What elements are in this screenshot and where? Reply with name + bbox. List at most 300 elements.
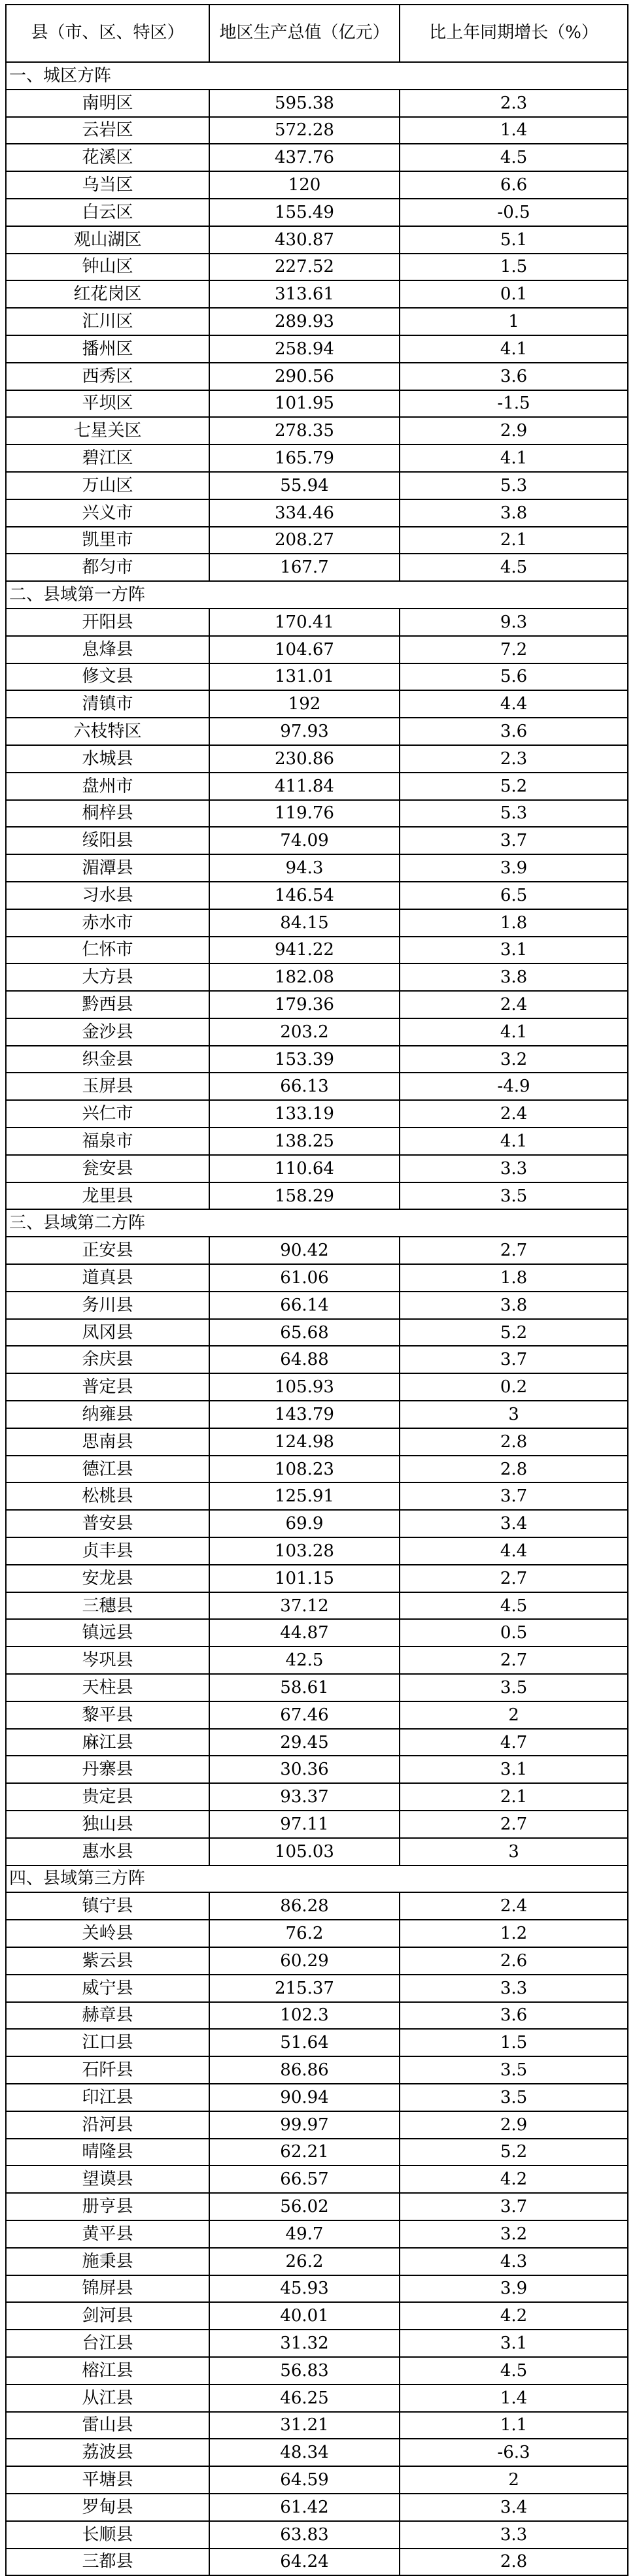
growth-value: 3.3 — [400, 2521, 628, 2549]
gdp-value: 411.84 — [209, 773, 400, 800]
growth-value: 1.8 — [400, 1264, 628, 1292]
table-row — [6, 1811, 628, 1838]
growth-value: -1.5 — [400, 390, 628, 418]
growth-value: 2.1 — [400, 527, 628, 554]
gdp-value: 430.87 — [209, 226, 400, 254]
gdp-value: 58.61 — [209, 1674, 400, 1701]
county-name: 福泉市 — [6, 1128, 209, 1155]
gdp-value: 101.15 — [209, 1565, 400, 1592]
growth-value: 3.7 — [400, 827, 628, 854]
growth-value: 1.2 — [400, 1920, 628, 1947]
table-row — [6, 1482, 628, 1510]
table-row — [6, 2302, 628, 2330]
county-name: 丹寨县 — [6, 1756, 209, 1783]
gdp-value: 74.09 — [209, 827, 400, 854]
growth-value: 3.7 — [400, 1346, 628, 1373]
county-name: 沿河县 — [6, 2111, 209, 2139]
growth-value: 6.5 — [400, 882, 628, 909]
gdp-value: 97.11 — [209, 1811, 400, 1838]
table-row — [6, 2521, 628, 2549]
growth-value: 3.6 — [400, 718, 628, 745]
county-name: 黔西县 — [6, 991, 209, 1018]
growth-value: 0.1 — [400, 280, 628, 308]
gdp-value: 119.76 — [209, 800, 400, 828]
gdp-value: 94.3 — [209, 854, 400, 882]
growth-value: 4.5 — [400, 144, 628, 171]
growth-value: 2.7 — [400, 1647, 628, 1674]
growth-value: 1.8 — [400, 909, 628, 937]
gdp-value: 167.7 — [209, 554, 400, 581]
county-name: 关岭县 — [6, 1920, 209, 1947]
county-name: 望谟县 — [6, 2166, 209, 2193]
gdp-value: 56.02 — [209, 2193, 400, 2220]
county-name: 金沙县 — [6, 1018, 209, 1046]
growth-value: 0.2 — [400, 1373, 628, 1401]
gdp-value: 110.64 — [209, 1155, 400, 1182]
gdp-value: 120 — [209, 171, 400, 199]
gdp-value: 105.93 — [209, 1373, 400, 1401]
gdp-value: 45.93 — [209, 2275, 400, 2303]
growth-value: 4.4 — [400, 1537, 628, 1565]
table-row — [6, 2549, 628, 2576]
table-row — [6, 745, 628, 773]
growth-value: 2.8 — [400, 1428, 628, 1456]
growth-value: 3.3 — [400, 1155, 628, 1182]
table-row — [6, 1264, 628, 1292]
table-row — [6, 2002, 628, 2030]
table-row — [6, 2111, 628, 2139]
table-row — [6, 90, 628, 117]
gdp-value: 101.95 — [209, 390, 400, 418]
county-name: 台江县 — [6, 2330, 209, 2357]
growth-value: 3.5 — [400, 1182, 628, 1210]
table-row — [6, 609, 628, 636]
county-name: 六枝特区 — [6, 718, 209, 745]
county-name: 黄平县 — [6, 2220, 209, 2248]
growth-value: 4.1 — [400, 1128, 628, 1155]
growth-value: 4.3 — [400, 2248, 628, 2275]
table-row — [6, 1428, 628, 1456]
gdp-value: 66.13 — [209, 1073, 400, 1100]
growth-value: 4.2 — [400, 2302, 628, 2330]
county-name: 水城县 — [6, 745, 209, 773]
gdp-value: 103.28 — [209, 1537, 400, 1565]
gdp-value: 61.42 — [209, 2494, 400, 2521]
gdp-value: 215.37 — [209, 1975, 400, 2002]
county-name: 施秉县 — [6, 2248, 209, 2275]
table-row — [6, 1456, 628, 1483]
table-row — [6, 2084, 628, 2111]
gdp-value: 99.97 — [209, 2111, 400, 2139]
table-row — [6, 854, 628, 882]
section-title: 一、城区方阵 — [6, 62, 628, 90]
table-row — [6, 2384, 628, 2412]
growth-value: 4.1 — [400, 1018, 628, 1046]
gdp-table — [5, 4, 628, 2576]
table-row — [6, 1947, 628, 1975]
county-name: 安龙县 — [6, 1565, 209, 1592]
county-name: 凤冈县 — [6, 1319, 209, 1347]
gdp-value: 84.15 — [209, 909, 400, 937]
table-row — [6, 636, 628, 663]
county-name: 玉屏县 — [6, 1073, 209, 1100]
table-row — [6, 1100, 628, 1128]
table-row — [6, 363, 628, 390]
county-name: 松桃县 — [6, 1482, 209, 1510]
table-row — [6, 472, 628, 499]
county-name: 独山县 — [6, 1811, 209, 1838]
county-name: 绥阳县 — [6, 827, 209, 854]
table-row — [6, 718, 628, 745]
gdp-value: 49.7 — [209, 2220, 400, 2248]
gdp-value: 258.94 — [209, 335, 400, 363]
gdp-value: 69.9 — [209, 1510, 400, 1537]
county-name: 从江县 — [6, 2384, 209, 2412]
table-row — [6, 199, 628, 226]
gdp-value: 51.64 — [209, 2029, 400, 2056]
table-row — [6, 1346, 628, 1373]
growth-value: 1.4 — [400, 117, 628, 144]
county-name: 剑河县 — [6, 2302, 209, 2330]
table-row — [6, 444, 628, 472]
county-name: 思南县 — [6, 1428, 209, 1456]
county-name: 兴义市 — [6, 499, 209, 527]
table-row — [6, 2466, 628, 2494]
growth-value: 3.1 — [400, 937, 628, 964]
gdp-value: 64.59 — [209, 2466, 400, 2494]
gdp-value: 133.19 — [209, 1100, 400, 1128]
county-name: 碧江区 — [6, 444, 209, 472]
county-name: 镇宁县 — [6, 1892, 209, 1920]
table-row — [6, 1073, 628, 1100]
gdp-value: 313.61 — [209, 280, 400, 308]
gdp-value: 42.5 — [209, 1647, 400, 1674]
county-name: 岑巩县 — [6, 1647, 209, 1674]
table-row — [6, 417, 628, 444]
growth-value: 1.1 — [400, 2412, 628, 2439]
gdp-value: 65.68 — [209, 1319, 400, 1347]
growth-value: -0.5 — [400, 199, 628, 226]
table-row — [6, 2139, 628, 2166]
growth-value: 2.4 — [400, 1892, 628, 1920]
growth-value: 3.5 — [400, 1674, 628, 1701]
growth-value: 2.8 — [400, 2549, 628, 2576]
county-name: 道真县 — [6, 1264, 209, 1292]
table-row — [6, 554, 628, 581]
county-name: 三穗县 — [6, 1592, 209, 1620]
growth-value: 5.2 — [400, 2139, 628, 2166]
county-name: 湄潭县 — [6, 854, 209, 882]
table-row — [6, 1565, 628, 1592]
growth-value: 5.3 — [400, 472, 628, 499]
gdp-value: 66.14 — [209, 1292, 400, 1319]
table-row — [6, 663, 628, 691]
gdp-value: 227.52 — [209, 254, 400, 281]
county-name: 平坝区 — [6, 390, 209, 418]
growth-value: 6.6 — [400, 171, 628, 199]
county-name: 贵定县 — [6, 1783, 209, 1811]
table-row — [6, 1128, 628, 1155]
county-name: 威宁县 — [6, 1975, 209, 2002]
gdp-value: 203.2 — [209, 1018, 400, 1046]
growth-value: 3.8 — [400, 499, 628, 527]
table-row — [6, 1674, 628, 1701]
growth-value: 3.8 — [400, 1292, 628, 1319]
county-name: 清镇市 — [6, 690, 209, 718]
gdp-value: 138.25 — [209, 1128, 400, 1155]
growth-value: 3.4 — [400, 2494, 628, 2521]
section-row — [6, 581, 628, 609]
growth-value: 2.4 — [400, 991, 628, 1018]
gdp-value: 60.29 — [209, 1947, 400, 1975]
gdp-value: 86.86 — [209, 2056, 400, 2084]
gdp-value: 155.49 — [209, 199, 400, 226]
section-title: 四、县域第三方阵 — [6, 1865, 628, 1893]
table-row — [6, 2193, 628, 2220]
table-row — [6, 827, 628, 854]
section-row — [6, 1865, 628, 1893]
county-name: 盘州市 — [6, 773, 209, 800]
gdp-value: 64.24 — [209, 2549, 400, 2576]
county-name: 天柱县 — [6, 1674, 209, 1701]
gdp-value: 55.94 — [209, 472, 400, 499]
gdp-value: 334.46 — [209, 499, 400, 527]
gdp-value: 165.79 — [209, 444, 400, 472]
growth-value: 9.3 — [400, 609, 628, 636]
table-row — [6, 1237, 628, 1264]
table-row — [6, 390, 628, 418]
county-name: 息烽县 — [6, 636, 209, 663]
county-name: 云岩区 — [6, 117, 209, 144]
county-name: 大方县 — [6, 963, 209, 991]
county-name: 镇远县 — [6, 1619, 209, 1647]
growth-value: 3 — [400, 1401, 628, 1428]
table-row — [6, 800, 628, 828]
table-row — [6, 2412, 628, 2439]
county-name: 普安县 — [6, 1510, 209, 1537]
table-row — [6, 2248, 628, 2275]
gdp-value: 40.01 — [209, 2302, 400, 2330]
growth-value: 3.9 — [400, 2275, 628, 2303]
gdp-value: 289.93 — [209, 308, 400, 335]
growth-value: 4.4 — [400, 690, 628, 718]
county-name: 万山区 — [6, 472, 209, 499]
growth-value: 2.4 — [400, 1100, 628, 1128]
growth-value: 3.7 — [400, 2193, 628, 2220]
county-name: 雷山县 — [6, 2412, 209, 2439]
growth-value: 2.6 — [400, 1947, 628, 1975]
gdp-value: 941.22 — [209, 937, 400, 964]
county-name: 兴仁市 — [6, 1100, 209, 1128]
table-row — [6, 937, 628, 964]
gdp-value: 105.03 — [209, 1838, 400, 1865]
table-row — [6, 1046, 628, 1073]
table-row — [6, 2330, 628, 2357]
gdp-value: 146.54 — [209, 882, 400, 909]
table-row — [6, 1756, 628, 1783]
growth-value: 2.7 — [400, 1237, 628, 1264]
header-county: 县（市、区、特区） — [6, 5, 209, 62]
table-row — [6, 1729, 628, 1756]
growth-value: 4.1 — [400, 444, 628, 472]
growth-value: 5.2 — [400, 1319, 628, 1347]
county-name: 正安县 — [6, 1237, 209, 1264]
growth-value: 3.5 — [400, 2056, 628, 2084]
table-row — [6, 1292, 628, 1319]
gdp-value: 46.25 — [209, 2384, 400, 2412]
table-row — [6, 1319, 628, 1347]
growth-value: 5.3 — [400, 800, 628, 828]
growth-value: 1.4 — [400, 2384, 628, 2412]
county-name: 西秀区 — [6, 363, 209, 390]
growth-value: 1.5 — [400, 2029, 628, 2056]
table-row — [6, 882, 628, 909]
growth-value: 3.5 — [400, 2084, 628, 2111]
table-row — [6, 1155, 628, 1182]
gdp-value: 61.06 — [209, 1264, 400, 1292]
gdp-value: 64.88 — [209, 1346, 400, 1373]
county-name: 七星关区 — [6, 417, 209, 444]
growth-value: 5.1 — [400, 226, 628, 254]
table-row — [6, 1592, 628, 1620]
table-row — [6, 963, 628, 991]
gdp-value: 208.27 — [209, 527, 400, 554]
growth-value: 3 — [400, 1838, 628, 1865]
county-name: 白云区 — [6, 199, 209, 226]
gdp-value: 170.41 — [209, 609, 400, 636]
growth-value: 3.4 — [400, 1510, 628, 1537]
growth-value: 5.6 — [400, 663, 628, 691]
gdp-value: 31.32 — [209, 2330, 400, 2357]
table-row — [6, 2166, 628, 2193]
county-name: 麻江县 — [6, 1729, 209, 1756]
table-row — [6, 117, 628, 144]
county-name: 德江县 — [6, 1456, 209, 1483]
growth-value: 4.1 — [400, 335, 628, 363]
gdp-value: 31.21 — [209, 2412, 400, 2439]
county-name: 仁怀市 — [6, 937, 209, 964]
gdp-value: 182.08 — [209, 963, 400, 991]
gdp-value: 104.67 — [209, 636, 400, 663]
county-name: 长顺县 — [6, 2521, 209, 2549]
table-row — [6, 1510, 628, 1537]
gdp-value: 67.46 — [209, 1701, 400, 1729]
gdp-value: 63.83 — [209, 2521, 400, 2549]
county-name: 习水县 — [6, 882, 209, 909]
county-name: 观山湖区 — [6, 226, 209, 254]
table-body — [6, 62, 628, 2575]
growth-value: 2 — [400, 2466, 628, 2494]
gdp-value: 124.98 — [209, 1428, 400, 1456]
gdp-value: 230.86 — [209, 745, 400, 773]
growth-value: 4.5 — [400, 2357, 628, 2384]
table-row — [6, 2056, 628, 2084]
county-name: 南明区 — [6, 90, 209, 117]
growth-value: 2.9 — [400, 417, 628, 444]
county-name: 汇川区 — [6, 308, 209, 335]
county-name: 赫章县 — [6, 2002, 209, 2030]
county-name: 红花岗区 — [6, 280, 209, 308]
section-row — [6, 1209, 628, 1237]
gdp-value: 278.35 — [209, 417, 400, 444]
county-name: 纳雍县 — [6, 1401, 209, 1428]
gdp-value: 108.23 — [209, 1456, 400, 1483]
growth-value: 2.3 — [400, 745, 628, 773]
county-name: 印江县 — [6, 2084, 209, 2111]
gdp-value: 192 — [209, 690, 400, 718]
growth-value: 3.2 — [400, 2220, 628, 2248]
table-row — [6, 909, 628, 937]
growth-value: 7.2 — [400, 636, 628, 663]
county-name: 榕江县 — [6, 2357, 209, 2384]
section-title: 二、县域第一方阵 — [6, 581, 628, 609]
growth-value: 4.2 — [400, 2166, 628, 2193]
table-row — [6, 1783, 628, 1811]
gdp-value: 29.45 — [209, 1729, 400, 1756]
table-row — [6, 1619, 628, 1647]
table-row — [6, 1647, 628, 1674]
header-growth: 比上年同期增长（%） — [400, 5, 628, 62]
table-row — [6, 2494, 628, 2521]
county-name: 三都县 — [6, 2549, 209, 2576]
county-name: 惠水县 — [6, 1838, 209, 1865]
growth-value: 3.2 — [400, 1046, 628, 1073]
gdp-value: 572.28 — [209, 117, 400, 144]
table-row — [6, 2357, 628, 2384]
county-name: 平塘县 — [6, 2466, 209, 2494]
table-row — [6, 254, 628, 281]
county-name: 花溪区 — [6, 144, 209, 171]
gdp-value: 125.91 — [209, 1482, 400, 1510]
county-name: 荔波县 — [6, 2439, 209, 2466]
table-row — [6, 144, 628, 171]
county-name: 普定县 — [6, 1373, 209, 1401]
county-name: 瓮安县 — [6, 1155, 209, 1182]
county-name: 乌当区 — [6, 171, 209, 199]
growth-value: 3.1 — [400, 2330, 628, 2357]
county-name: 凯里市 — [6, 527, 209, 554]
gdp-value: 143.79 — [209, 1401, 400, 1428]
gdp-value: 86.28 — [209, 1892, 400, 1920]
gdp-value: 595.38 — [209, 90, 400, 117]
table-row — [6, 2439, 628, 2466]
growth-value: 3.8 — [400, 963, 628, 991]
county-name: 龙里县 — [6, 1182, 209, 1210]
growth-value: 5.2 — [400, 773, 628, 800]
table-row — [6, 1975, 628, 2002]
growth-value: 2.8 — [400, 1456, 628, 1483]
table-row — [6, 226, 628, 254]
section-row — [6, 62, 628, 90]
county-name: 余庆县 — [6, 1346, 209, 1373]
gdp-value: 90.42 — [209, 1237, 400, 1264]
table-row — [6, 1920, 628, 1947]
table-row — [6, 991, 628, 1018]
gdp-value: 179.36 — [209, 991, 400, 1018]
table-row — [6, 280, 628, 308]
table-row — [6, 1537, 628, 1565]
table-row — [6, 690, 628, 718]
growth-value: 2.9 — [400, 2111, 628, 2139]
gdp-value: 97.93 — [209, 718, 400, 745]
county-name: 册亨县 — [6, 2193, 209, 2220]
gdp-value: 90.94 — [209, 2084, 400, 2111]
growth-value: 3.1 — [400, 1756, 628, 1783]
gdp-value: 153.39 — [209, 1046, 400, 1073]
county-name: 开阳县 — [6, 609, 209, 636]
table-row — [6, 2275, 628, 2303]
table-row — [6, 527, 628, 554]
